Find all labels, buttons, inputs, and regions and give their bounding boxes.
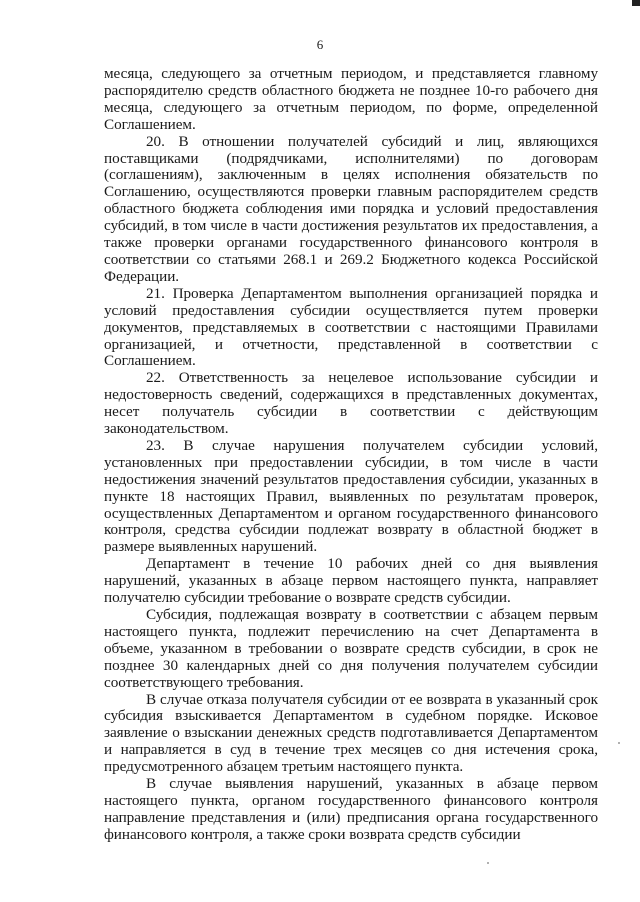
paragraph-item-23-third: Субсидия, подлежащая возврату в соответствии с абзацем первым настоящего пункта, подлежит перечислению на счет Департамента в объеме, указанном в требовании о возврате средств субсидии, в срок не позднее 30 календарных дней со дня получения получателем субсидии соответствующего требования. — [104, 606, 598, 691]
document-body — [104, 66, 598, 844]
paragraph-item-22: 22. Ответственность за нецелевое использование субсидии и недостоверность сведений, содержащихся в представленных документах, несет получатель субсидии в соответствии с действующим законодательством. — [104, 369, 598, 438]
paragraph-item-21: 21. Проверка Департаментом выполнения организацией порядка и условий предоставления субсидии осуществляется путем проверки документов, представляемых в соответствии с настоящими Правилами организацией, и отчетности, представленной в соответствии с Соглашением. — [104, 284, 598, 370]
paragraph-item-23-fourth: В случае отказа получателя субсидии от ее возврата в указанный срок субсидия взыскивается Департаментом в судебном порядке. Исковое заявление о взыскании денежных средств подготавливается Департаментом и направляется в суд в течение трех месяцев со дня истечения срока, предусмотренного абзацем третьим настоящего пункта. — [104, 690, 598, 776]
paragraph-item-20: 20. В отношении получателей субсидий и лиц, являющихся поставщиками (подрядчиками, исполнителями) по договорам (соглашениям), заключенным в целях исполнения обязательств по Соглашению, осуществляются проверки главным распорядителем средств областного бюджета соблюдения ими порядка и условий предоставления субсидий, в том числе в части достижения результатов их предоставления, а также проверки органами государственного финансового контроля в соответствии со статьями 268.1 и 269.2 Бюджетного кодекса Российской Федерации. — [104, 132, 598, 285]
page-number: 6 — [316, 37, 324, 52]
scan-speck — [487, 862, 489, 864]
paragraph-item-23-fifth: В случае выявления нарушений, указанных в абзаце первом настоящего пункта, органом государственного финансового контроля направление представления и (или) предписания органа государственного финансового контроля, а также сроки возврата средств субсидии — [104, 775, 598, 843]
scan-corner-mark — [632, 0, 640, 6]
scan-speck — [618, 742, 620, 744]
paragraph-item-23: 23. В случае нарушения получателем субсидии условий, установленных при предоставлении субсидии, в том числе в части недостижения значений результатов предоставления субсидии, указанных в пункте 18 настоящих Правил, выявленных по результатам проверок, осуществленных Департаментом и органом государственного финансового контроля, средства субсидии подлежат возврату в областной бюджет в размере выявленных нарушений. — [104, 436, 598, 556]
paragraph-continuation: месяца, следующего за отчетным периодом, и представляется главному распорядителю средств областного бюджета не позднее 10-го рабочего дня месяца, следующего за отчетным периодом, по форме, определенной Соглашением. — [104, 65, 598, 133]
paragraph-item-23-second: Департамент в течение 10 рабочих дней со дня выявления нарушений, указанных в абзаце первом настоящего пункта, направляет получателю субсидии требование о возврате средств субсидии. — [104, 555, 598, 607]
